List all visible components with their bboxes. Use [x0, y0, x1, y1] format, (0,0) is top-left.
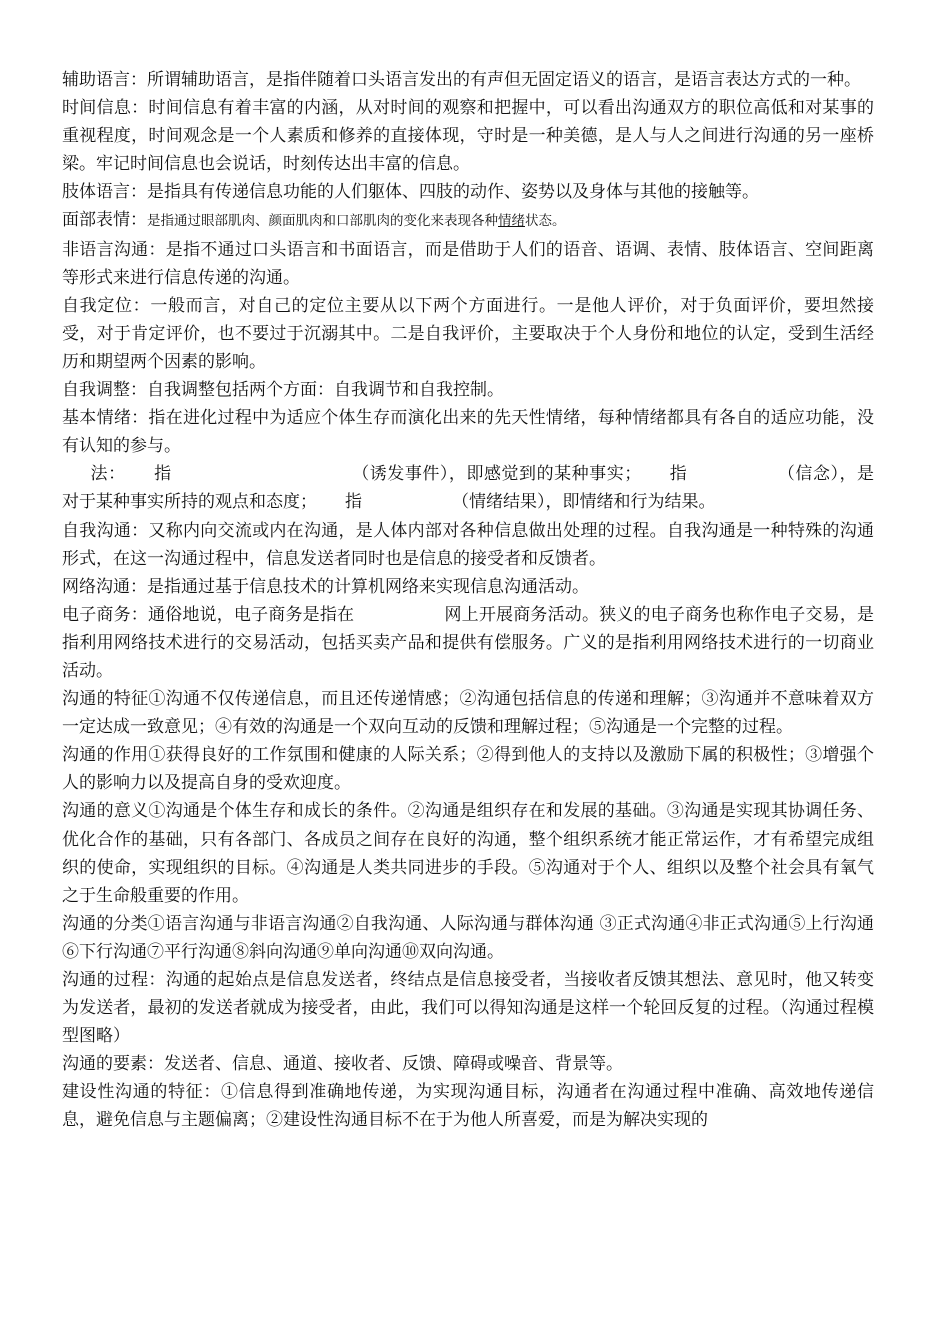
abc-method-label: 法： [90, 464, 126, 485]
paragraph-communication-functions: 沟通的作用①获得良好的工作氛围和健康的人际关系；②得到他人的支持以及激励下属的积极性；③增强个人的影响力以及提高自身的受欢迎度。 [62, 745, 874, 794]
abc-c-text: （情绪结果），即情绪和行为结果。 [452, 492, 716, 513]
paragraph-self-adjustment: 自我调整：自我调整包括两个方面：自我调节和自我控制。 [62, 380, 504, 401]
abc-a-pointer: 指 [153, 464, 172, 485]
abc-b-text: （信念），是对于某种事实所持的观点和态度； [62, 464, 875, 513]
paragraph-nonverbal-communication: 非语言沟通：是指不通过口头语言和书面语言，而是借助于人们的语音、语调、表情、肢体语言、空间距离等形式来进行信息传递的沟通。 [62, 239, 874, 288]
paragraph-basic-emotion: 基本情绪：指在进化过程中为适应个体生存而演化出来的先天性情绪，每种情绪都具有各自的适应功能，没有认知的参与。 [62, 408, 874, 457]
paragraph-communication-process: 沟通的过程：沟通的起始点是信息发送者，终结点是信息接受者，当接收者反馈其想法、意见时，他又转变为发送者，最初的发送者就成为接受者，由此，我们可以得知沟通是这样一个轮回反复的过程。（沟通过程模型图略） [62, 970, 874, 1047]
paragraph-self-communication: 自我沟通：又称内向交流或内在沟通，是人体内部对各种信息做出处理的过程。自我沟通是一种特殊的沟通形式，在这一沟通过程中，信息发送者同时也是信息的接受者和反馈者。 [62, 520, 874, 569]
paragraph-auxiliary-language: 辅助语言：所谓辅助语言，是指伴随着口头语言发出的有声但无固定语义的语言，是语言表达方式的一种。 [62, 70, 861, 90]
paragraph-communication-elements: 沟通的要素：发送者、信息、通道、接收者、反馈、障碍或噪音、背景等。 [62, 1054, 623, 1075]
paragraph-network-communication: 网络沟通：是指通过基于信息技术的计算机网络来实现信息沟通活动。 [62, 576, 589, 597]
document-page [62, 66, 874, 1135]
e-commerce-text-rest: 网上开展商务活动。狭义的电子商务也称作电子交易，是指利用网络技术进行的交易活动，包括买卖产品和提供有偿服务。广义的是指利用网络技术进行的一切商业活动。 [62, 604, 875, 681]
paragraph-communication-features: 沟通的特征①沟通不仅传递信息，而且还传递情感；②沟通包括信息的传递和理解；③沟通并不意味着双方一定达成一致意见；④有效的沟通是一个双向互动的反馈和理解过程；⑤沟通是一个完整的过程。 [62, 689, 874, 738]
paragraph-constructive-communication: 建设性沟通的特征：①信息得到准确地传递，为实现沟通目标，沟通者在沟通过程中准确、高效地传递信息，避免信息与主题偏离；②建设性沟通目标不在于为他人所喜爱，而是为解决实现的 [62, 1082, 874, 1131]
facial-expression-text-end: 状态。 [525, 213, 566, 230]
paragraph-communication-categories: 沟通的分类①语言沟通与非语言沟通②自我沟通、人际沟通与群体沟通 ③正式沟通④非正式沟通⑤上行沟通⑥下行沟通⑦平行沟通⑧斜向沟通⑨单向沟通⑩双向沟通。 [62, 913, 874, 962]
paragraph-time-information: 时间信息：时间信息有着丰富的内涵，从对时间的观察和把握中，可以看出沟通双方的职位高低和对某事的重视程度，时间观念是一个人素质和修养的直接体现，守时是一种美德，是人与人之间进行沟通的另一座桥梁。牢记时间信息也会说话，时刻传达出丰富的信息。 [62, 98, 874, 175]
paragraph-body-language: 肢体语言：是指具有传递信息功能的人们躯体、四肢的动作、姿势以及身体与其他的接触等。 [62, 182, 759, 203]
emotion-underlined-word: 情绪 [498, 213, 525, 230]
paragraph-communication-significance: 沟通的意义①沟通是个体生存和成长的条件。②沟通是组织存在和发展的基础。③沟通是实现其协调任务、优化合作的基础，只有各部门、各成员之间存在良好的沟通，整个组织系统才能正常运作，才有希望完成组织的使命，实现组织的目标。④沟通是人类共同进步的手段。⑤沟通对于个人、组织以及整个社会具有氧气之于生命般重要的作用。 [62, 801, 874, 906]
paragraph-e-commerce [62, 601, 874, 685]
facial-expression-text: 是指通过眼部肌肉、颜面肌肉和口部肌肉的变化来表现各种 [147, 213, 498, 230]
abc-a-text: （诱发事件），即感觉到的某种事实； [351, 464, 642, 485]
paragraph-facial-expression [62, 206, 874, 235]
abc-c-pointer: 指 [345, 492, 362, 513]
abc-b-pointer: 指 [669, 464, 688, 485]
paragraph-self-positioning: 自我定位：一般而言，对自己的定位主要从以下两个方面进行。一是他人评价，对于负面评价，要坦然接受，对于肯定评价，也不要过于沉溺其中。二是自我评价，主要取决于个人身份和地位的认定，受到生活经历和期望两个因素的影响。 [62, 295, 874, 372]
paragraph-abc-method [62, 460, 874, 516]
e-commerce-text-start: 电子商务：通俗地说，电子商务是指在 [62, 604, 355, 625]
facial-expression-label: 面部表情： [62, 210, 147, 231]
